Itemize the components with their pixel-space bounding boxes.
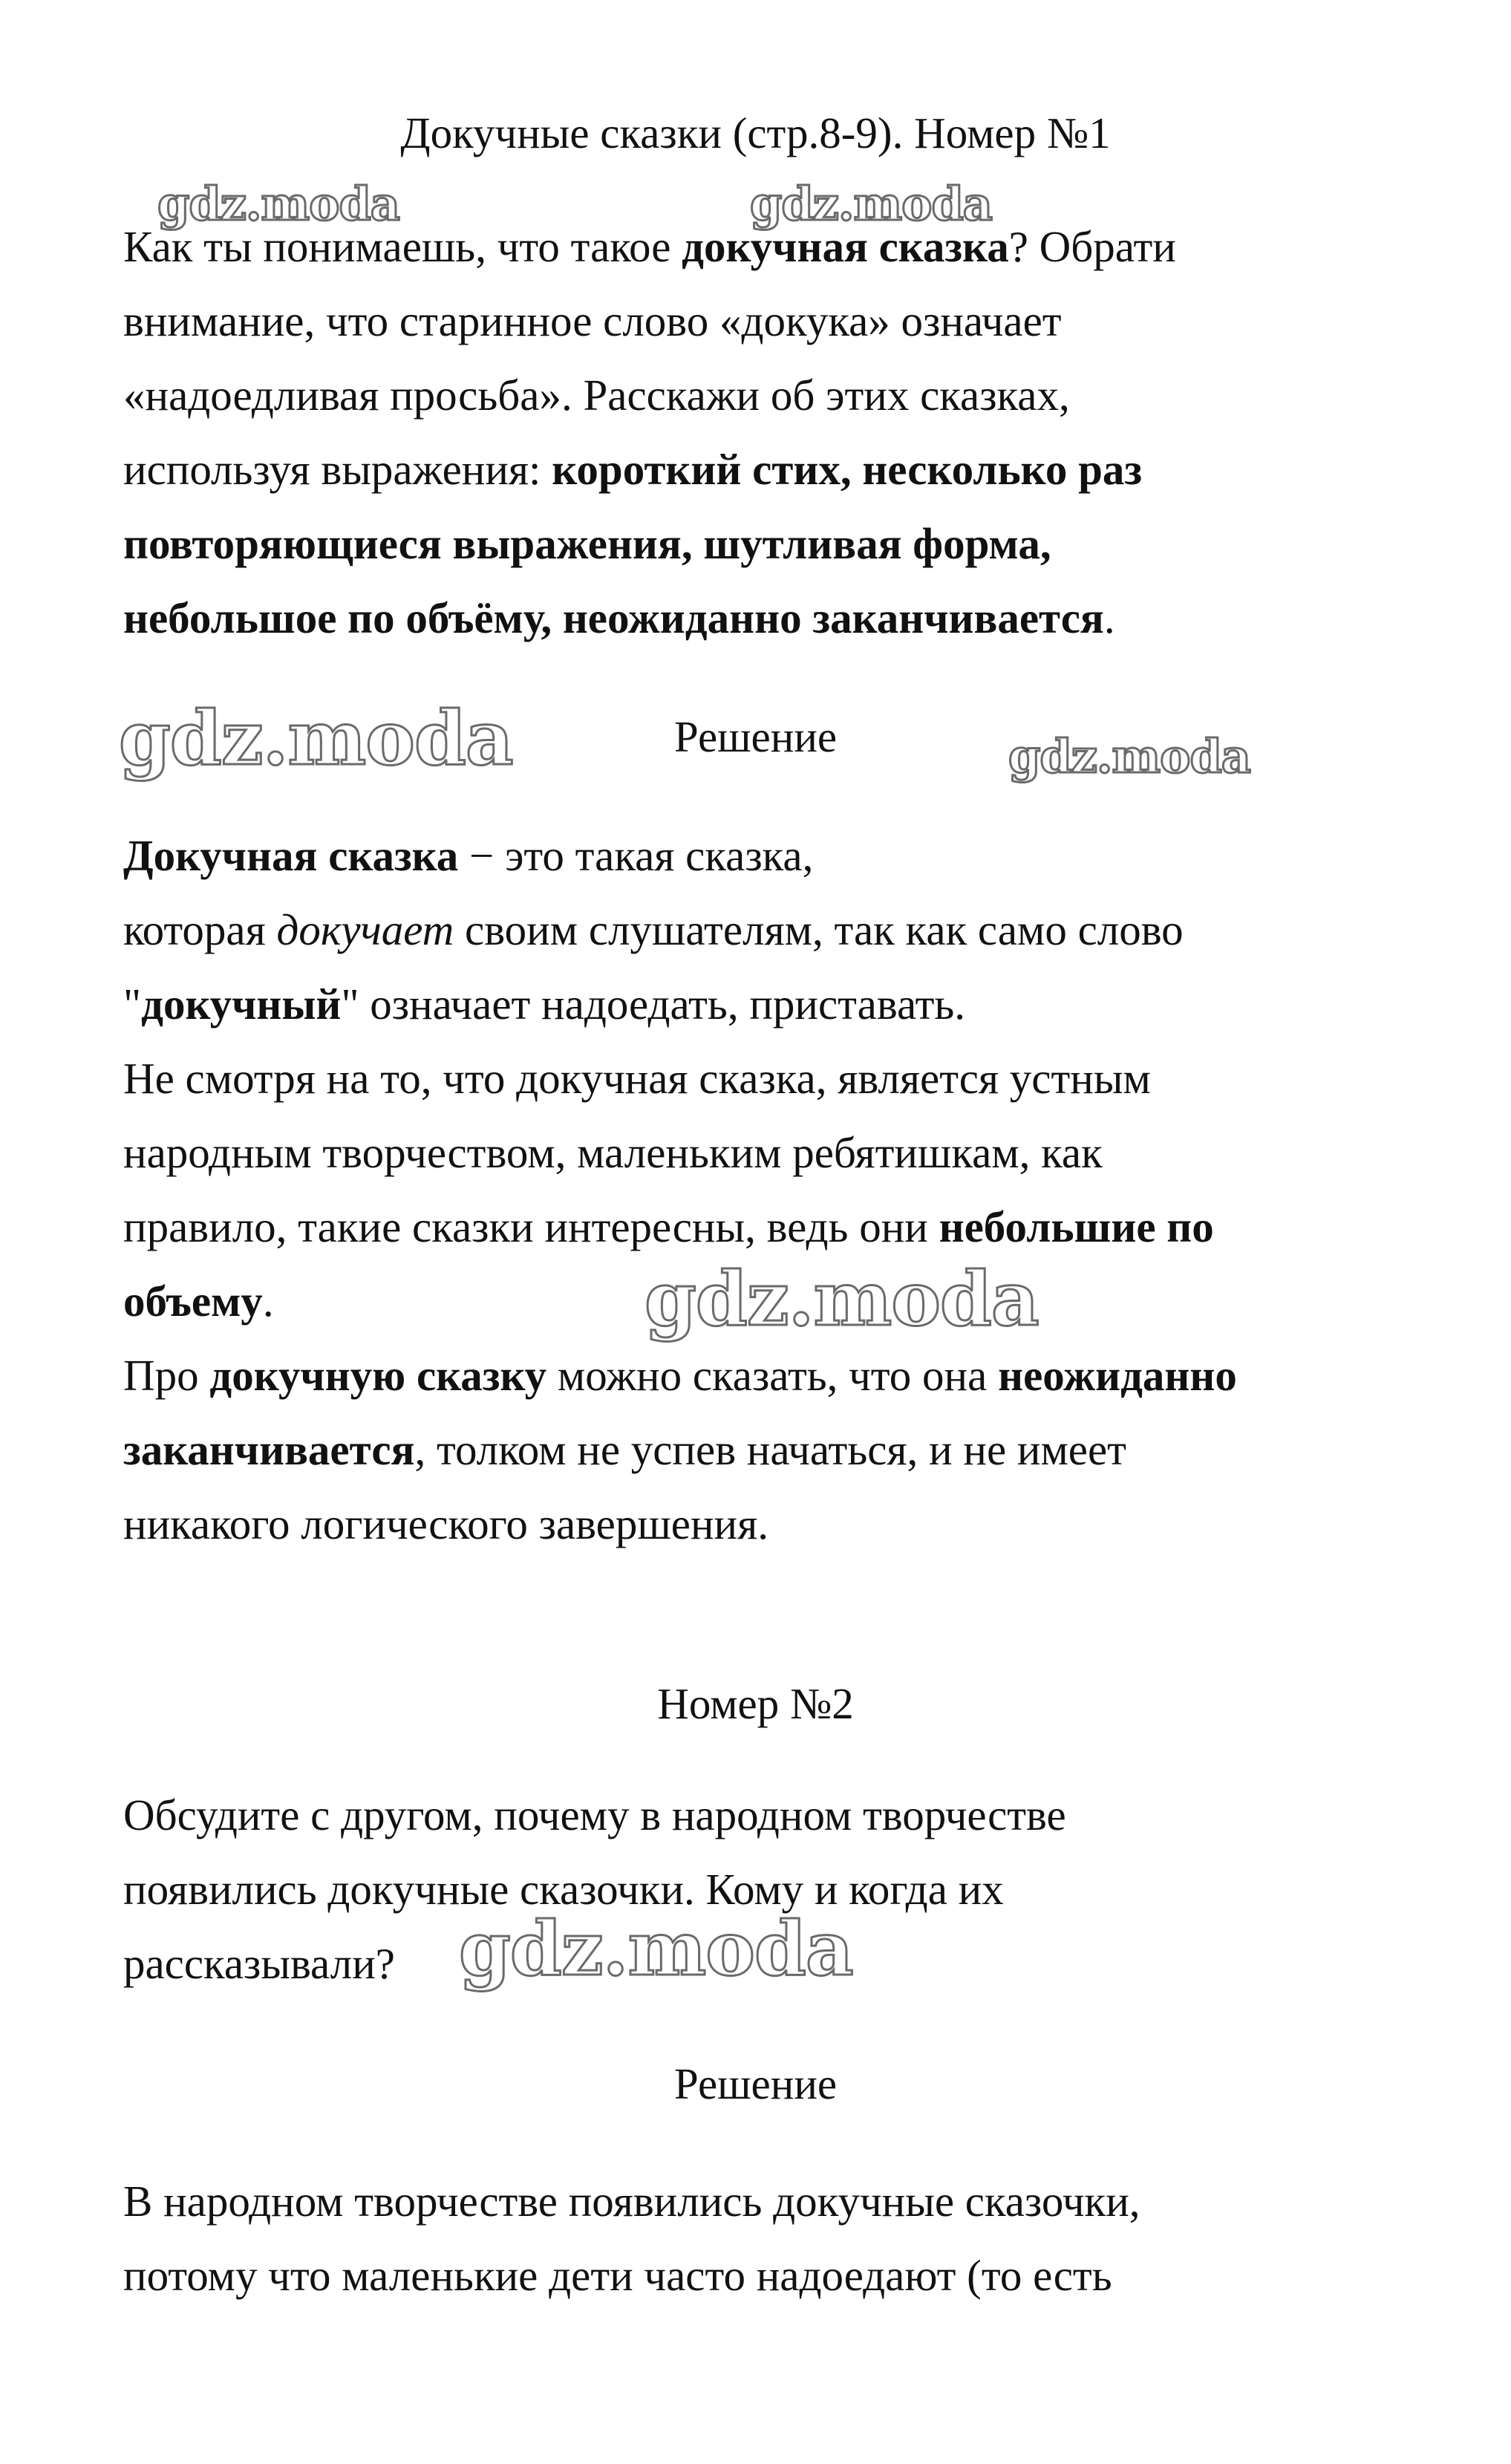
task1-answer-line: объему. <box>123 1277 274 1326</box>
task1-answer-line: никакого логического завершения. <box>123 1499 768 1548</box>
task1-answer-line: Не смотря на то, что докучная сказка, является устным <box>123 1054 1151 1103</box>
task1-answer-line: народным творчеством, маленьким ребятишкам, как <box>123 1128 1103 1177</box>
task1-question-line: «надоедливая просьба». Расскажи об этих сказках, <box>123 371 1070 420</box>
task1-answer-line: Докучная сказка − это такая сказка, <box>123 831 814 880</box>
task1-answer-line: "докучный" означает надоедать, приставать. <box>123 980 966 1029</box>
watermark-logo: gdz.moda <box>119 694 513 782</box>
task1-question-line: повторяющиеся выражения, шутливая форма, <box>123 519 1051 568</box>
page-title: Докучные сказки (стр.8-9). Номер №1 <box>400 108 1111 157</box>
watermark-logo: gdz.moda <box>157 177 399 231</box>
task1-question-line: небольшое по объёму, неожиданно заканчивается. <box>123 593 1115 642</box>
solution-heading: Решение <box>673 2059 838 2108</box>
task2-title: Номер №2 <box>657 1679 854 1728</box>
task1-question-line: Как ты понимаешь, что такое докучная сказка? Обрати <box>123 222 1176 271</box>
task1-answer-line: Про докучную сказку можно сказать, что она неожиданно <box>123 1351 1237 1400</box>
task1-question-line: используя выражения: короткий стих, несколько раз <box>123 445 1143 494</box>
task2-question-line: рассказывали? <box>123 1939 395 1988</box>
task2-answer-line: потому что маленькие дети часто надоедают (то есть <box>123 2251 1112 2300</box>
task2-answer-line: В народном творчестве появились докучные сказочки, <box>123 2177 1140 2226</box>
task2-question-line: Обсудите с другом, почему в народном творчестве <box>123 1790 1066 1839</box>
watermark-logo: gdz.moda <box>459 1905 853 1992</box>
watermark-logo: gdz.moda <box>644 1255 1039 1343</box>
task1-answer-line: правило, такие сказки интересны, ведь они небольшие по <box>123 1202 1214 1251</box>
task1-answer-line: заканчивается, толком не успев начаться, и не имеет <box>123 1425 1126 1474</box>
task2-question-line: появились докучные сказочки. Кому и когда их <box>123 1865 1004 1914</box>
watermark-logo: gdz.moda <box>1008 729 1250 783</box>
watermark-logo: gdz.moda <box>750 177 992 231</box>
solution-heading: Решение <box>673 712 838 761</box>
task1-answer-line: которая докучает своим слушателям, так как само слово <box>123 905 1184 954</box>
task1-question-line: внимание, что старинное слово «докука» означает <box>123 296 1062 345</box>
